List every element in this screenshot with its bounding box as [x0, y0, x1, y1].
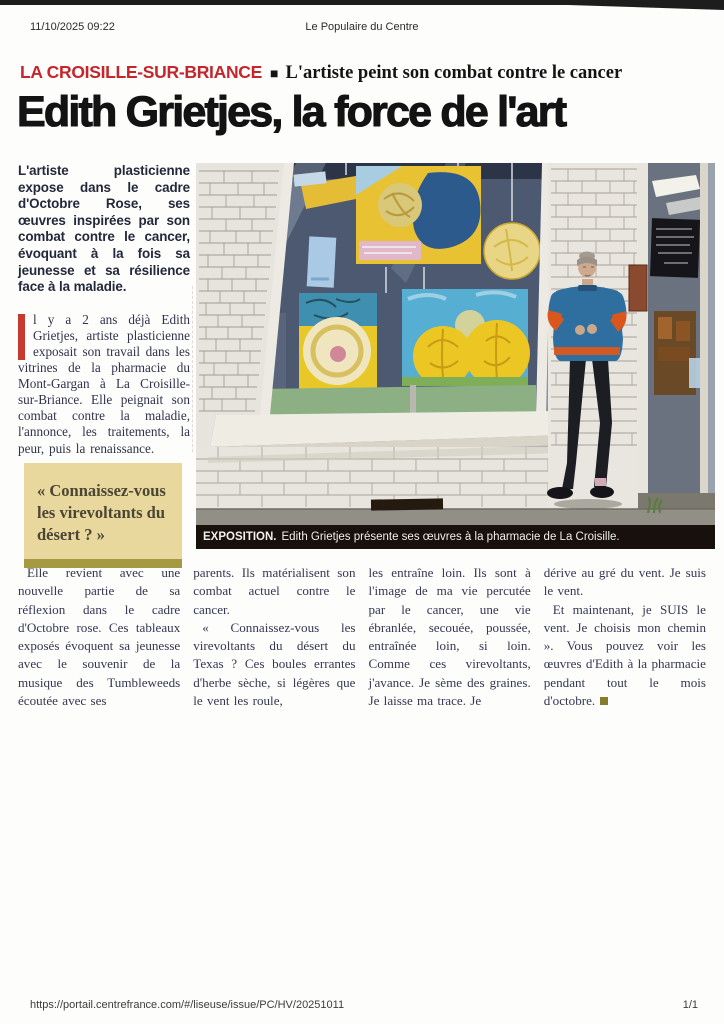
print-footer: [30, 999, 698, 1011]
kicker-location: LA CROISILLE-SUR-BRIANCE: [20, 62, 263, 82]
photo-shop-door: [629, 163, 715, 509]
lead-paragraph: l y a 2 ans déjà Edith Grietjes, artiste plasticienne exposait son travail dans les vitrines de la pharmacie du Mont-Gargan à La Croisille-sur-Briance. Elle peignait son combat contre la maladie, l'annonce, les traitements, la peur, puis la renaissance.: [18, 311, 190, 456]
body-paragraph: « Connaissez-vous les virevoltants du désert du Texas ? Ces boules errantes d'herbe sèche, si légères que le vent les roule,: [193, 619, 356, 709]
body-column-4: [544, 564, 706, 710]
body-paragraph: parents. Ils matérialisent son combat actuel contre le cancer.: [193, 565, 356, 617]
article-standfirst: L'artiste plasticienne expose dans le cadre d'Octobre Rose, ses œuvres inspirées par son combat contre le cancer, évoquant à la fois sa jeunesse et sa résilience face à la maladie.: [18, 163, 190, 295]
pull-quote-box: [24, 463, 182, 568]
pull-quote-text: « Connaissez-vous les virevoltants du désert ? »: [37, 480, 166, 544]
storefront-photo: [196, 163, 715, 525]
footer-url: https://portail.centrefrance.com/#/liseuse/issue/PC/HV/20251011: [30, 999, 345, 1011]
scan-dashed-artifact: [192, 286, 193, 452]
left-column: [18, 163, 190, 568]
end-of-article-marker: [600, 697, 608, 705]
kicker-subtitle: L'artiste peint son combat contre le cancer: [285, 63, 623, 83]
body-paragraph: Elle revient avec une nouvelle partie de sa réflexion dans le cadre d'Octobre rose. Ces tableaux exposés évoquent sa jeunesse avec le souvenir de la musique des Tumbleweeds écoutée avec ses: [18, 565, 181, 709]
body-paragraph: dérive au gré du vent. Je suis le vent.: [543, 565, 706, 599]
scan-edge-top-right: [544, 0, 724, 10]
article-photo: [196, 163, 715, 549]
body-column-3: [369, 564, 531, 710]
photo-caption: [196, 525, 715, 549]
body-column-1: [18, 564, 180, 710]
body-paragraph: Et maintenant, je SUIS le vent. Je choisis mon chemin ». Vous pouvez voir les œuvres d'Edith à la pharmacie pendant tout le mois d'octobre.: [543, 601, 706, 709]
page-indicator: 1/1: [682, 999, 698, 1011]
photo-caption-label: EXPOSITION.: [203, 531, 277, 543]
kicker-separator-icon: ■: [270, 65, 279, 81]
article-body: [18, 564, 706, 710]
article-headline: Edith Grietjes, la force de l'art: [17, 88, 566, 136]
body-paragraph: les entraîne loin. Ils sont à l'image de ma vie percutée par le cancer, une vie ébranlée, secouée, poussée, entraînée loin, si loin. Comme ces virevoltants, j'avance. Je sème des graines. Je laisse ma trace. Je: [368, 565, 531, 709]
body-column-2: [193, 564, 355, 710]
kicker: [20, 62, 622, 84]
drop-cap-bar: [18, 314, 25, 360]
photo-caption-text: Edith Grietjes présente ses œuvres à la pharmacie de La Croisille.: [281, 531, 620, 543]
publication-name: Le Populaire du Centre: [305, 21, 419, 33]
print-datetime: 11/10/2025 09:22: [30, 21, 115, 33]
